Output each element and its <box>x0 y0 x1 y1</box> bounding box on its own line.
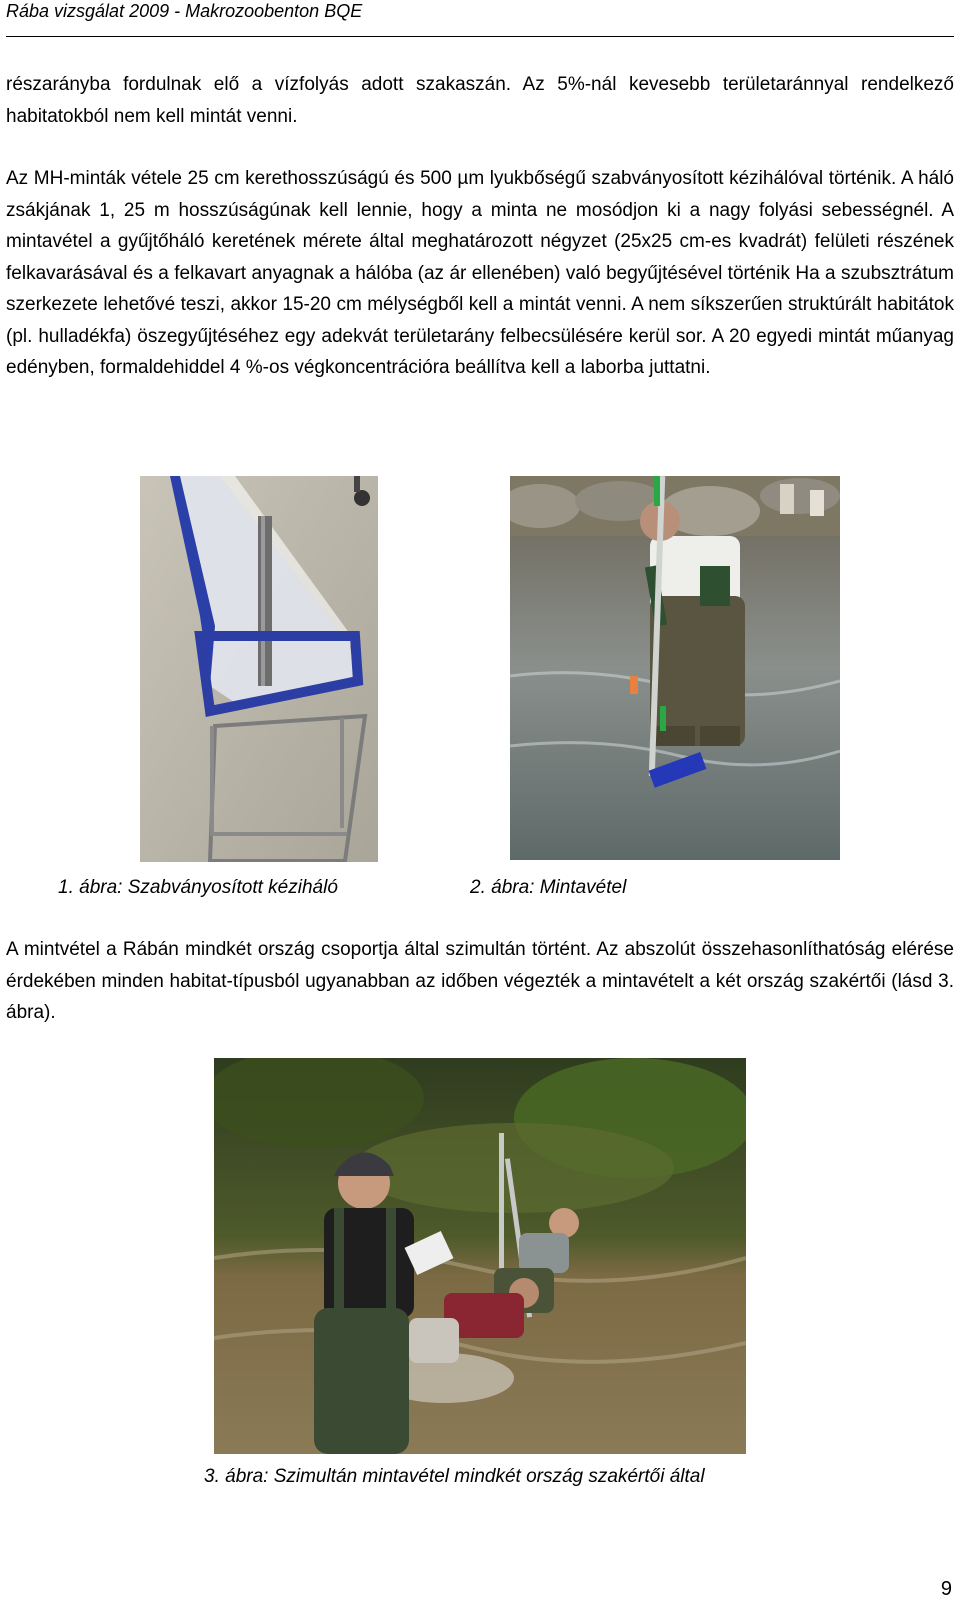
figure-1-caption: 1. ábra: Szabványosított kéziháló <box>58 877 338 898</box>
figure-3-caption: 3. ábra: Szimultán mintavétel mindkét ország szakértői által <box>204 1466 705 1487</box>
figure-2-caption: 2. ábra: Mintavétel <box>470 877 627 898</box>
paragraph-2: Az MH-minták vétele 25 cm kerethosszúságú és 500 µm lyukbőségű szabványosított kézihálóval történik. A háló zsákjának 1, 25 m hosszúságúnak kell lennie, hogy a minta ne mosódjon ki a nagy folyási sebességnél. A mintavétel a gyűjtőháló keretének mérete által meghatározott négyzet (25x25 cm-es kvadrát) felületi részének felkavarásával és a felkavart anyagnak a hálóba (az ár ellenében) való begyűjtésével történik Ha a szubsztrátum szerkezete lehetővé teszi, akkor 15-20 cm mélységből kell a mintát venni. A nem síkszerűen struktúrált habitátok (pl. hulladékfa) öszegyűjtéséhez egy adekvát területarány felbecsülésére kerül sor. A 20 egyedi mintát műanyag edényben, formaldehiddel 4 %-os végkoncentrációra beállítva kell a laborba juttatni. <box>6 168 954 378</box>
figure-2-sampling-photo <box>510 476 840 860</box>
page-header <box>6 0 954 37</box>
header-title: Rába vizsgálat 2009 - Makrozoobenton BQE <box>6 1 363 21</box>
paragraph-3: A mintvétel a Rábán mindkét ország csoportja által szimultán történt. Az abszolút összehasonlíthatóság elérése érdekében minden habitat-típusból ugyanabban az időben végezték a mintavételt a két ország szakértői (lásd 3. ábra). <box>6 939 954 1023</box>
figure-3-simultaneous-sampling-photo <box>214 1058 746 1454</box>
figure-1-hand-net-photo <box>140 476 378 862</box>
page-number: 9 <box>940 1578 952 1600</box>
paragraph-1: részarányba fordulnak elő a vízfolyás adott szakaszán. Az 5%-nál kevesebb területaránnyal rendelkező habitatokból nem kell mintát venni. <box>6 74 954 127</box>
